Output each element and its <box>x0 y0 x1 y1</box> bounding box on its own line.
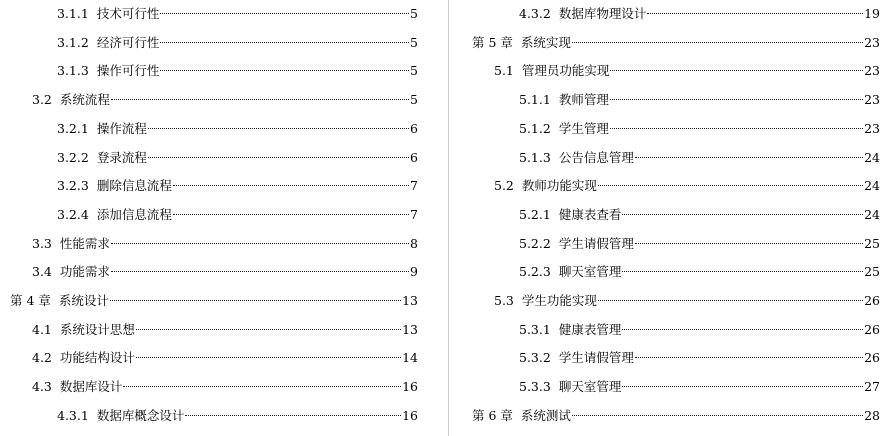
toc-entry-page-number: 5 <box>410 63 418 79</box>
toc-entry-number: 5.3 <box>494 293 514 308</box>
toc-entry-title: 系统设计 <box>58 293 109 308</box>
dot-leader <box>635 243 863 244</box>
dot-leader <box>610 70 863 71</box>
toc-entry-page-number: 14 <box>402 350 418 366</box>
dot-leader <box>635 157 863 158</box>
toc-entry-number: 5.2.2 <box>519 235 551 251</box>
toc-entry-title: 操作流程 <box>96 120 147 136</box>
toc-entry-page-number: 26 <box>864 293 880 308</box>
toc-entry-number: 3.2.3 <box>57 178 89 194</box>
toc-entry-page-number: 13 <box>402 293 418 308</box>
toc-entry-page-number: 26 <box>864 321 880 337</box>
dot-leader <box>123 386 401 387</box>
toc-entry-page-number: 23 <box>864 120 880 136</box>
dot-leader <box>160 42 409 43</box>
toc-entry-number: 5.3.2 <box>519 350 551 366</box>
toc-entry-page-number: 24 <box>864 149 880 165</box>
toc-entry-number: 4.3.1 <box>57 407 89 423</box>
toc-entry-title: 数据库概念设计 <box>96 407 185 423</box>
toc-entry[interactable] <box>57 33 418 53</box>
toc-entry[interactable] <box>57 4 418 24</box>
toc-entry[interactable] <box>519 262 880 282</box>
toc-entry-title: 学生功能实现 <box>521 293 597 308</box>
toc-entry[interactable] <box>57 148 418 168</box>
toc-entry-number: 4.2 <box>32 350 52 366</box>
dot-leader <box>185 415 401 416</box>
toc-entry-title: 教师功能实现 <box>521 178 597 194</box>
toc-entry-page-number: 6 <box>410 149 418 165</box>
column-divider <box>448 0 449 436</box>
toc-entry-page-number: 25 <box>864 264 880 280</box>
toc-entry-number: 第 5 章 <box>472 34 513 50</box>
toc-entry-page-number: 25 <box>864 235 880 251</box>
dot-leader <box>598 300 863 301</box>
toc-entry-page-number: 13 <box>402 321 418 337</box>
toc-entry-title: 功能结构设计 <box>59 350 135 366</box>
dot-leader <box>598 185 863 186</box>
toc-entry[interactable] <box>494 291 880 311</box>
toc-entry[interactable] <box>472 406 880 426</box>
toc-entry[interactable] <box>494 61 880 81</box>
toc-entry[interactable] <box>519 320 880 340</box>
toc-entry-title: 经济可行性 <box>96 34 160 50</box>
toc-entry-page-number: 28 <box>864 407 880 423</box>
dot-leader <box>622 271 863 272</box>
toc-entry[interactable] <box>519 234 880 254</box>
toc-entry[interactable] <box>519 90 880 110</box>
toc-entry-title: 添加信息流程 <box>96 206 172 222</box>
toc-entry-title: 学生管理 <box>558 120 609 136</box>
toc-entry[interactable] <box>519 348 880 368</box>
toc-entry-page-number: 8 <box>410 235 418 251</box>
toc-entry-number: 5.2.1 <box>519 206 551 222</box>
toc-entry-number: 4.3 <box>32 379 52 395</box>
dot-leader <box>622 386 863 387</box>
toc-entry-title: 删除信息流程 <box>96 178 172 194</box>
toc-entry[interactable] <box>32 90 418 110</box>
toc-entry[interactable] <box>57 406 418 426</box>
toc-entry[interactable] <box>519 119 880 139</box>
toc-entry-number: 5.3.3 <box>519 379 551 395</box>
toc-entry-title: 功能需求 <box>59 264 110 280</box>
toc-entry-title: 管理员功能实现 <box>521 63 610 79</box>
dot-leader <box>622 214 863 215</box>
toc-entry-page-number: 26 <box>864 350 880 366</box>
toc-entry[interactable] <box>519 148 880 168</box>
dot-leader <box>173 214 409 215</box>
toc-entry-title: 聊天室管理 <box>558 379 622 395</box>
toc-entry-number: 第 6 章 <box>472 407 513 423</box>
toc-entry[interactable] <box>57 119 418 139</box>
toc-entry-page-number: 5 <box>410 6 418 21</box>
dot-leader <box>136 357 401 358</box>
toc-entry-title: 数据库设计 <box>59 379 123 395</box>
dot-leader <box>111 271 409 272</box>
toc-entry-title: 聊天室管理 <box>558 264 622 280</box>
toc-entry-number: 5.1 <box>494 63 514 79</box>
dot-leader <box>136 329 401 330</box>
toc-entry-page-number: 19 <box>864 6 880 21</box>
toc-entry-number: 3.2.2 <box>57 149 89 165</box>
toc-entry-page-number: 23 <box>864 34 880 50</box>
toc-entry-number: 5.1.1 <box>519 92 551 108</box>
toc-entry[interactable] <box>57 205 418 225</box>
toc-entry-title: 数据库物理设计 <box>558 6 647 21</box>
toc-entry-title: 登录流程 <box>96 149 147 165</box>
toc-entry-page-number: 16 <box>402 379 418 395</box>
toc-entry-title: 公告信息管理 <box>558 149 634 165</box>
toc-entry[interactable] <box>32 320 418 340</box>
toc-entry[interactable] <box>32 262 418 282</box>
toc-entry-number: 5.2.3 <box>519 264 551 280</box>
toc-entry-title: 教师管理 <box>558 92 609 108</box>
toc-entry[interactable] <box>519 377 880 397</box>
dot-leader <box>173 185 409 186</box>
dot-leader <box>647 13 863 14</box>
toc-entry-number: 3.2.4 <box>57 206 89 222</box>
toc-entry-page-number: 9 <box>410 264 418 280</box>
toc-entry-title: 学生请假管理 <box>558 235 634 251</box>
dot-leader <box>635 357 863 358</box>
dot-leader <box>572 42 863 43</box>
toc-entry-page-number: 7 <box>410 178 418 194</box>
toc-entry-number: 5.1.2 <box>519 120 551 136</box>
toc-entry-number: 5.2 <box>494 178 514 194</box>
toc-entry-number: 3.1.2 <box>57 34 89 50</box>
toc-entry-page-number: 23 <box>864 63 880 79</box>
toc-entry-number: 3.1.1 <box>57 6 89 21</box>
toc-entry-title: 系统实现 <box>520 34 571 50</box>
toc-entry-number: 3.2.1 <box>57 120 89 136</box>
toc-entry-page-number: 5 <box>410 92 418 108</box>
toc-entry-title: 健康表管理 <box>558 321 622 337</box>
toc-entry-title: 系统流程 <box>59 92 110 108</box>
toc-entry-page-number: 24 <box>864 206 880 222</box>
toc-entry[interactable] <box>32 377 418 397</box>
toc-entry[interactable] <box>10 291 418 311</box>
toc-entry-number: 5.1.3 <box>519 149 551 165</box>
toc-entry[interactable] <box>32 234 418 254</box>
toc-entry[interactable] <box>57 176 418 196</box>
toc-entry-number: 5.3.1 <box>519 321 551 337</box>
toc-entry-page-number: 23 <box>864 92 880 108</box>
dot-leader <box>111 99 409 100</box>
dot-leader <box>160 13 409 14</box>
dot-leader <box>148 128 409 129</box>
toc-entry-title: 系统测试 <box>520 407 571 423</box>
dot-leader <box>622 329 863 330</box>
toc-entry-number: 3.3 <box>32 235 52 251</box>
toc-entry-page-number: 24 <box>864 178 880 194</box>
toc-entry[interactable] <box>57 61 418 81</box>
dot-leader <box>111 243 409 244</box>
toc-entry-title: 学生请假管理 <box>558 350 634 366</box>
toc-entry-number: 3.4 <box>32 264 52 280</box>
dot-leader <box>110 300 401 301</box>
toc-entry-title: 系统设计思想 <box>59 321 135 337</box>
toc-entry-number: 4.1 <box>32 321 52 337</box>
toc-entry[interactable] <box>494 176 880 196</box>
toc-entry[interactable] <box>519 205 880 225</box>
dot-leader <box>610 99 863 100</box>
toc-entry-title: 性能需求 <box>59 235 110 251</box>
toc-entry[interactable] <box>32 348 418 368</box>
toc-entry-title: 技术可行性 <box>96 6 160 21</box>
dot-leader <box>160 70 409 71</box>
toc-entry-number: 3.1.3 <box>57 63 89 79</box>
dot-leader <box>572 415 863 416</box>
toc-entry-page-number: 6 <box>410 120 418 136</box>
toc-entry-number: 3.2 <box>32 92 52 108</box>
toc-entry[interactable] <box>472 33 880 53</box>
toc-entry-page-number: 7 <box>410 206 418 222</box>
toc-entry-title: 操作可行性 <box>96 63 160 79</box>
toc-entry-title: 健康表查看 <box>558 206 622 222</box>
toc-entry-page-number: 27 <box>864 379 880 395</box>
toc-entry-number: 4.3.2 <box>519 6 551 21</box>
toc-entry-page-number: 5 <box>410 34 418 50</box>
toc-entry-page-number: 16 <box>402 407 418 423</box>
toc-entry[interactable] <box>519 4 880 24</box>
dot-leader <box>610 128 863 129</box>
dot-leader <box>148 157 409 158</box>
toc-entry-number: 第 4 章 <box>10 293 51 308</box>
